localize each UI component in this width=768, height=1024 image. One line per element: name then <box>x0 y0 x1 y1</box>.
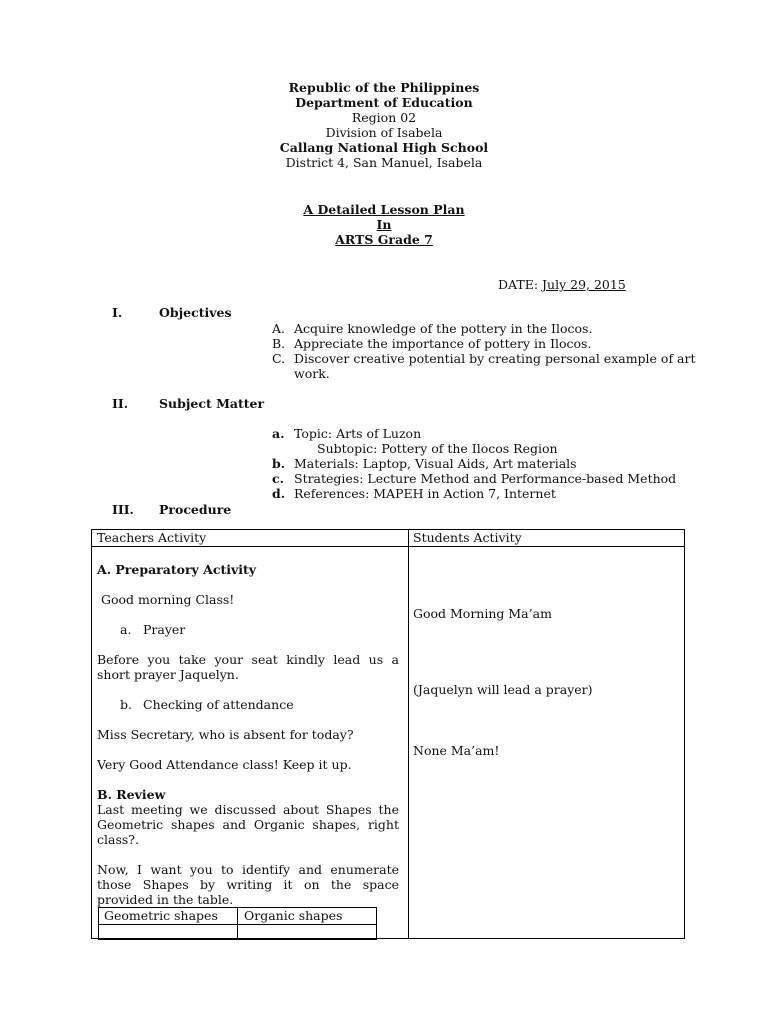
subject-d-letter: d. <box>272 486 286 501</box>
subject-heading: Subject Matter <box>159 396 265 411</box>
subject-references: References: MAPEH in Action 7, Internet <box>294 486 556 501</box>
subject-a-letter: a. <box>272 426 285 441</box>
objective-c-text: Discover creative potential by creating personal example of art <box>294 351 696 366</box>
objective-a-letter: A. <box>272 321 286 336</box>
procedure-number: III. <box>112 502 134 517</box>
subject-number: II. <box>112 396 129 411</box>
date-value: July 29, 2015 <box>542 277 626 292</box>
header-region: Region 02 <box>351 110 417 125</box>
student-reply-none: None Ma’am! <box>413 743 500 758</box>
attendance-label: Checking of attendance <box>143 697 294 712</box>
prayer-label: Prayer <box>143 622 186 637</box>
procedure-heading: Procedure <box>159 502 232 517</box>
subject-subtopic: Subtopic: Pottery of the Ilocos Region <box>317 441 558 456</box>
subject-topic: Topic: Arts of Luzon <box>294 426 422 441</box>
title-detailed-lesson-plan: A Detailed Lesson Plan <box>303 202 465 217</box>
table-header-divider <box>92 546 684 547</box>
students-activity-header: Students Activity <box>413 530 522 545</box>
prayer-letter: a. <box>120 622 132 637</box>
header-school: Callang National High School <box>279 140 489 155</box>
objective-c-letter: C. <box>272 351 286 366</box>
header-department: Department of Education <box>295 95 473 110</box>
student-reply-prayer: (Jaquelyn will lead a prayer) <box>413 682 593 697</box>
objective-a-text: Acquire knowledge of the pottery in the Ilocos. <box>294 321 593 336</box>
subject-strategies: Strategies: Lecture Method and Performance-based Method <box>294 471 677 486</box>
header-district: District 4, San Manuel, Isabela <box>285 155 483 170</box>
date-label: DATE: <box>498 277 539 292</box>
teachers-activity-header: Teachers Activity <box>97 530 207 545</box>
objective-b-text: Appreciate the importance of pottery in Ilocos. <box>294 336 592 351</box>
title-in: In <box>376 217 392 232</box>
objective-b-letter: B. <box>272 336 286 351</box>
geometric-shapes-answer-cell[interactable] <box>99 924 236 939</box>
objective-c-continuation: work. <box>294 366 330 381</box>
header-division: Division of Isabela <box>325 125 443 140</box>
title-arts-grade: ARTS Grade 7 <box>335 232 433 247</box>
preparatory-activity-heading: A. Preparatory Activity <box>97 562 257 577</box>
review-heading: B. Review <box>97 787 166 802</box>
absent-question: Miss Secretary, who is absent for today? <box>97 727 354 742</box>
date-line <box>498 277 626 292</box>
subject-materials: Materials: Laptop, Visual Aids, Art materials <box>294 456 577 471</box>
table-column-divider <box>408 530 409 938</box>
subject-b-letter: b. <box>272 456 286 471</box>
review-text: Last meeting we discussed about Shapes the Geometric shapes and Organic shapes, right class?. <box>97 802 399 847</box>
organic-shapes-header: Organic shapes <box>244 908 343 923</box>
good-attendance-remark: Very Good Attendance class! Keep it up. <box>97 757 352 772</box>
student-reply-good-morning: Good Morning Ma’am <box>413 606 552 621</box>
geometric-shapes-header: Geometric shapes <box>104 908 218 923</box>
instruction-text: Now, I want you to identify and enumerate those Shapes by writing it on the space provided in the table. <box>97 862 399 907</box>
objectives-number: I. <box>112 305 123 320</box>
objectives-heading: Objectives <box>159 305 232 320</box>
prayer-instruction: Before you take your seat kindly lead us a short prayer Jaquelyn. <box>97 652 399 682</box>
teacher-greeting: Good morning Class! <box>101 592 235 607</box>
organic-shapes-answer-cell[interactable] <box>238 924 375 939</box>
attendance-letter: b. <box>120 697 132 712</box>
header-republic: Republic of the Philippines <box>288 80 480 95</box>
subject-c-letter: c. <box>272 471 284 486</box>
